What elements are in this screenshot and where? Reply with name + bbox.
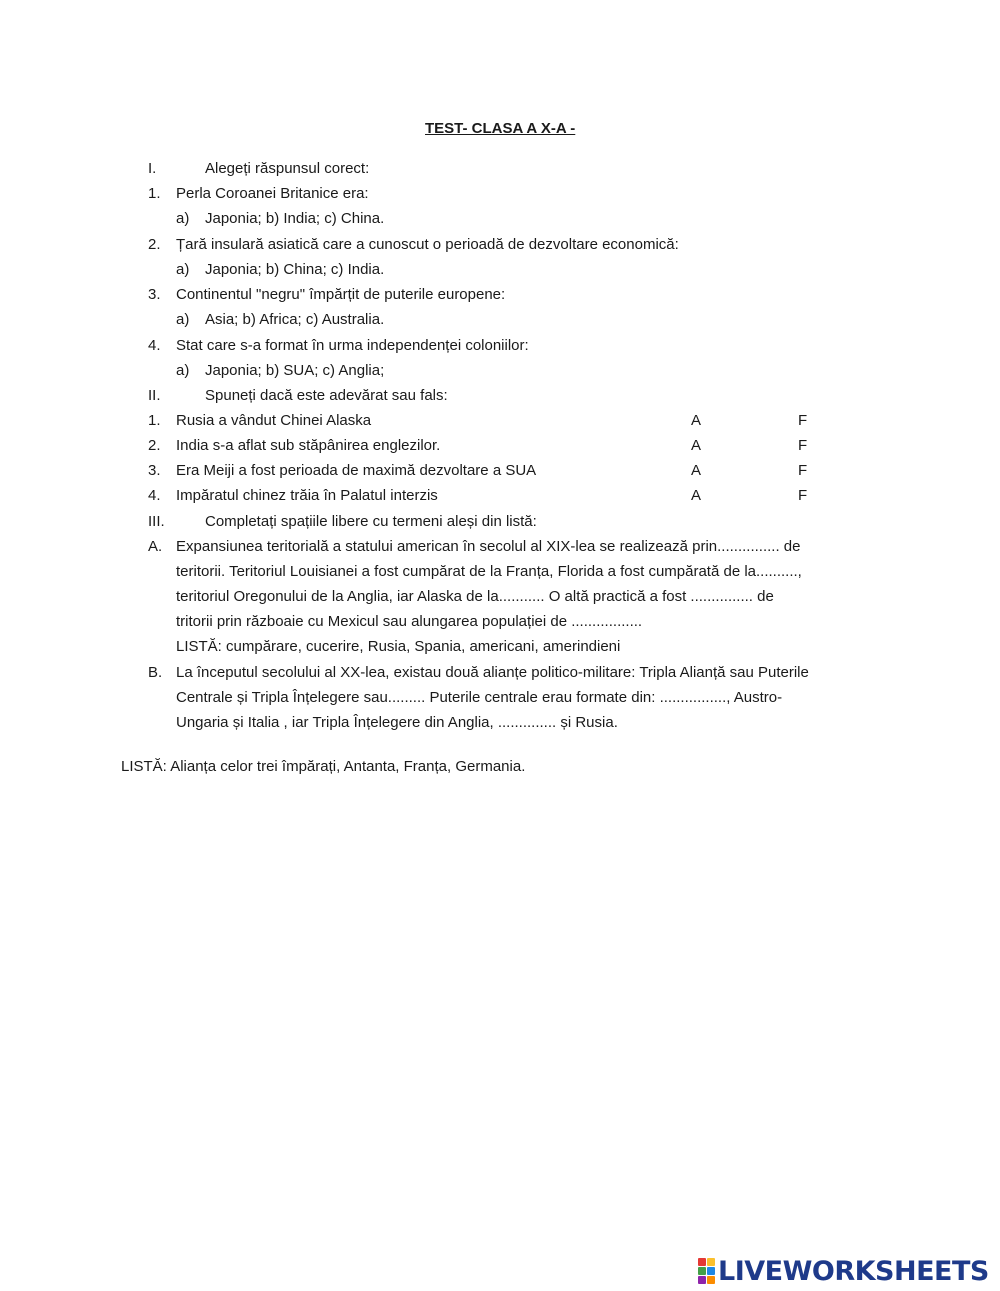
part-a-line: tritorii prin războaie cu Mexicul sau alungarea populației de ................. [176,613,643,630]
question-options: Japonia; b) SUA; c) Anglia; [205,362,385,379]
logo-block [707,1258,715,1266]
question-number: 2. [148,236,161,253]
statement-text: Era Meiji a fost perioada de maximă dezvoltare a SUA [176,462,537,479]
section-2-heading: Spuneți dacă este adevărat sau fals: [205,387,448,404]
part-a-line: teritoriul Oregonului de la Anglia, iar Alaska de la........... O altă practică a fost ............... de [176,588,774,605]
option-label: a) [176,210,190,227]
part-a-word-list: LISTĂ: cumpărare, cucerire, Rusia, Spania, americani, amerindieni [176,638,621,655]
question-number: 3. [148,286,161,303]
logo-blocks-icon [698,1258,715,1284]
false-choice[interactable]: F [798,437,808,454]
final-word-list: LISTĂ: Alianța celor trei împărați, Antanta, Franța, Germania. [121,758,526,775]
question-number: 4. [148,337,161,354]
logo-text: LIVEWORKSHEETS [718,1255,989,1287]
section-2-number: II. [148,387,161,404]
option-label: a) [176,311,190,328]
part-a-line: teritorii. Teritoriul Louisianei a fost cumpărat de la Franța, Florida a fost cumpărată de la.........., [176,563,802,580]
page-title: TEST- CLASA A X-A - [425,120,576,137]
logo-block [698,1276,706,1284]
question-text: Continentul "negru" împărțit de puterile europene: [176,286,506,303]
section-3-heading: Completați spațiile libere cu termeni aleși din listă: [205,513,537,530]
logo-block [707,1267,715,1275]
part-a-label: A. [148,538,163,555]
true-choice[interactable]: A [691,412,702,429]
part-b-line: Centrale și Tripla Înțelegere sau......... Puterile centrale erau formate din: ................, Austro- [176,689,783,706]
option-label: a) [176,261,190,278]
statement-number: 4. [148,487,161,504]
question-text: Țară insulară asiatică care a cunoscut o perioadă de dezvoltare economică: [176,236,679,253]
statement-text: Impăratul chinez trăia în Palatul interzis [176,487,438,504]
question-text: Perla Coroanei Britanice era: [176,185,369,202]
statement-text: Rusia a vândut Chinei Alaska [176,412,372,429]
question-options: Asia; b) Africa; c) Australia. [205,311,385,328]
false-choice[interactable]: F [798,412,808,429]
part-a-line: Expansiunea teritorială a statului american în secolul al XIX-lea se realizează prin............... de [176,538,801,555]
section-1-number: I. [148,160,157,177]
true-choice[interactable]: A [691,462,702,479]
question-options: Japonia; b) India; c) China. [205,210,385,227]
question-text: Stat care s-a format în urma independenței coloniilor: [176,337,529,354]
logo-block [698,1258,706,1266]
section-3-number: III. [148,513,165,530]
true-choice[interactable]: A [691,487,702,504]
false-choice[interactable]: F [798,462,808,479]
part-b-line: Ungaria și Italia , iar Tripla Înțelegere din Anglia, .............. și Rusia. [176,714,618,731]
part-b-label: B. [148,664,163,681]
liveworksheets-logo [698,1257,989,1285]
section-1-heading: Alegeți răspunsul corect: [205,160,370,177]
statement-text: India s-a aflat sub stăpânirea englezilor. [176,437,441,454]
logo-block [698,1267,706,1275]
question-options: Japonia; b) China; c) India. [205,261,385,278]
logo-block [707,1276,715,1284]
part-b-line: La începutul secolului al XX-lea, existau două alianțe politico-militare: Tripla Alianță sau Puterile [176,664,809,681]
statement-number: 1. [148,412,161,429]
statement-number: 2. [148,437,161,454]
statement-number: 3. [148,462,161,479]
true-choice[interactable]: A [691,437,702,454]
question-number: 1. [148,185,161,202]
option-label: a) [176,362,190,379]
false-choice[interactable]: F [798,487,808,504]
